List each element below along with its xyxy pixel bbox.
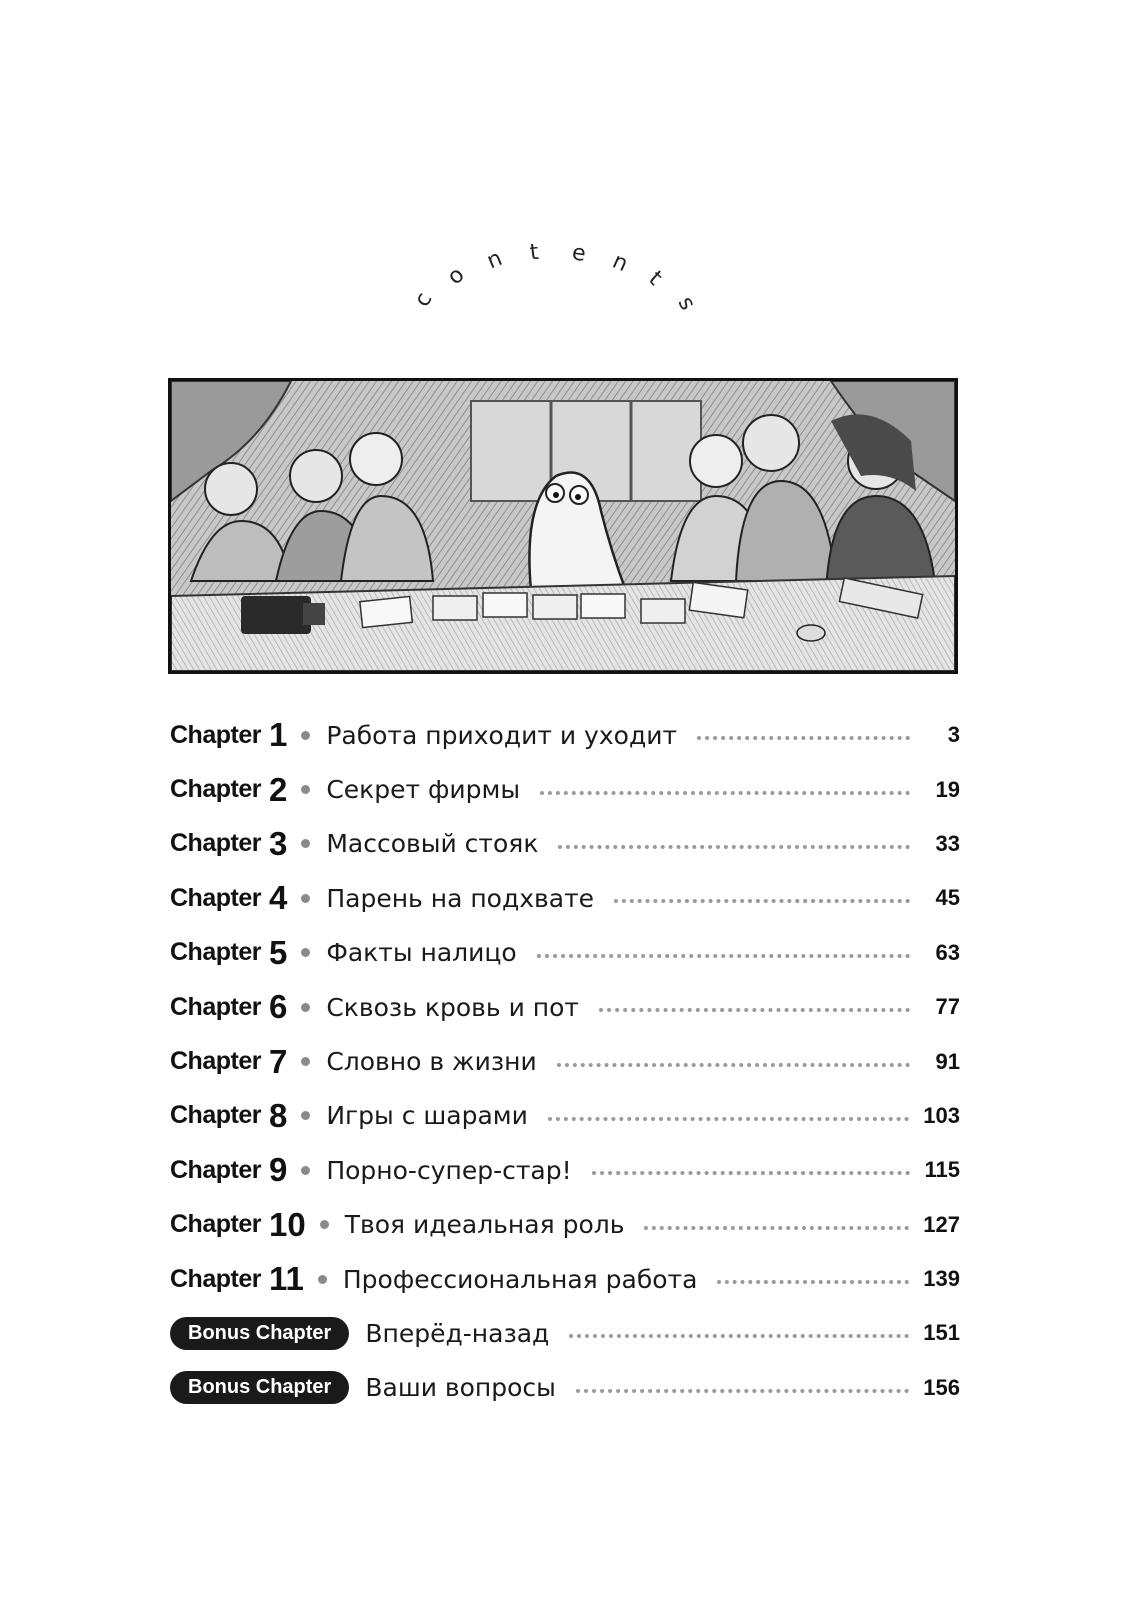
table-of-contents [170,708,960,1415]
dot-leader [537,954,910,958]
chapter-title: Словно в жизни [326,1047,537,1077]
toc-entry-bonus-2[interactable] [170,1361,960,1415]
dot-leader [557,1063,910,1067]
toc-entry-chapter-3[interactable] [170,817,960,871]
chapter-title: Секрет фирмы [326,775,521,805]
bullet-icon [301,1057,310,1066]
toc-entry-chapter-4[interactable] [170,871,960,925]
chapter-label: Chapter [170,829,261,858]
chapter-number: 10 [268,1205,306,1243]
chapter-label: Chapter [170,1101,261,1130]
chapter-label: Chapter [170,1264,261,1293]
bullet-icon [301,894,310,903]
toc-entry-chapter-8[interactable] [170,1089,960,1143]
chapter-label: Chapter [170,1155,261,1184]
chapter-label: Chapter [170,1210,261,1239]
chapter-number: 2 [268,770,288,808]
page-number: 63 [935,939,960,965]
chapter-title: Вперёд-назад [365,1318,550,1348]
chapter-label: Chapter [170,938,261,967]
manga-illustration [168,378,958,674]
bonus-chapter-badge: Bonus Chapter [170,1317,349,1350]
chapter-number: 5 [268,933,288,971]
toc-entry-chapter-9[interactable] [170,1143,960,1197]
page-number: 33 [935,830,960,856]
chapter-label: Chapter [170,775,261,804]
chapter-number: 4 [268,879,288,917]
chapter-number: 1 [268,716,288,754]
heading-letter: c [409,288,438,311]
bullet-icon [301,1166,310,1175]
page-number: 91 [935,1048,960,1074]
chapter-title: Порно-супер-стар! [326,1155,572,1185]
heading-letter: n [483,245,506,275]
toc-entry-chapter-1[interactable] [170,708,960,762]
dot-leader [717,1280,909,1284]
toc-entry-chapter-10[interactable] [170,1198,960,1252]
chapter-title: Парень на подхвате [326,883,595,913]
heading-letter: t [528,239,540,266]
chapter-label: Chapter [170,883,261,912]
chapter-label: Chapter [170,720,261,749]
toc-entry-chapter-11[interactable] [170,1252,960,1306]
bullet-icon [320,1220,329,1229]
chapter-number: 11 [268,1260,304,1298]
toc-entry-bonus-1[interactable] [170,1306,960,1360]
bonus-chapter-badge: Bonus Chapter [170,1371,349,1404]
page-number: 103 [923,1102,960,1128]
chapter-label: Chapter [170,992,261,1021]
dot-leader [576,1389,909,1393]
dot-leader [592,1171,910,1175]
page-number: 115 [924,1157,960,1183]
page-number: 156 [923,1374,960,1400]
dot-leader [558,845,910,849]
toc-entry-chapter-6[interactable] [170,980,960,1034]
bullet-icon [301,839,310,848]
bullet-icon [301,731,310,740]
contents-arc [0,0,1139,360]
dot-leader [569,1334,909,1338]
page-number: 139 [923,1266,960,1292]
chapter-title: Сквозь кровь и пот [326,992,579,1022]
page-number: 151 [923,1320,960,1346]
chapter-title: Игры с шарами [326,1101,528,1131]
heading-letter: e [570,240,588,267]
heading-letter: n [608,248,632,278]
chapter-title: Твоя идеальная роль [344,1210,625,1240]
chapter-title: Факты налицо [326,938,517,968]
dot-leader [614,899,910,903]
chapter-title: Ваши вопросы [365,1373,556,1403]
dot-leader [599,1008,910,1012]
page-number: 3 [947,722,960,748]
chapter-title: Профессиональная работа [342,1264,698,1294]
heading-letter: o [442,262,470,290]
dot-leader [540,791,910,795]
bullet-icon [301,785,310,794]
chapter-title: Массовый стояк [326,829,539,859]
dot-leader [548,1117,909,1121]
bullet-icon [301,948,310,957]
chapter-label: Chapter [170,1047,261,1076]
chapter-title: Работа приходит и уходит [326,720,678,750]
chapter-number: 7 [268,1042,288,1080]
bullet-icon [301,1111,310,1120]
bullet-icon [318,1275,327,1284]
manga-scene-image [171,381,955,671]
toc-entry-chapter-5[interactable] [170,926,960,980]
toc-entry-chapter-7[interactable] [170,1034,960,1088]
chapter-number: 6 [268,988,288,1026]
heading-letter: t [643,266,667,291]
page-number: 77 [935,994,960,1020]
dot-leader [697,736,910,740]
chapter-number: 9 [268,1151,288,1189]
page-number: 19 [935,776,960,802]
page-number: 127 [923,1211,960,1237]
contents-heading [0,0,1139,360]
page-number: 45 [935,885,960,911]
heading-letter: s [672,292,701,315]
bullet-icon [301,1003,310,1012]
chapter-number: 8 [268,1096,288,1134]
dot-leader [644,1226,909,1230]
toc-entry-chapter-2[interactable] [170,762,960,816]
chapter-number: 3 [268,824,288,862]
